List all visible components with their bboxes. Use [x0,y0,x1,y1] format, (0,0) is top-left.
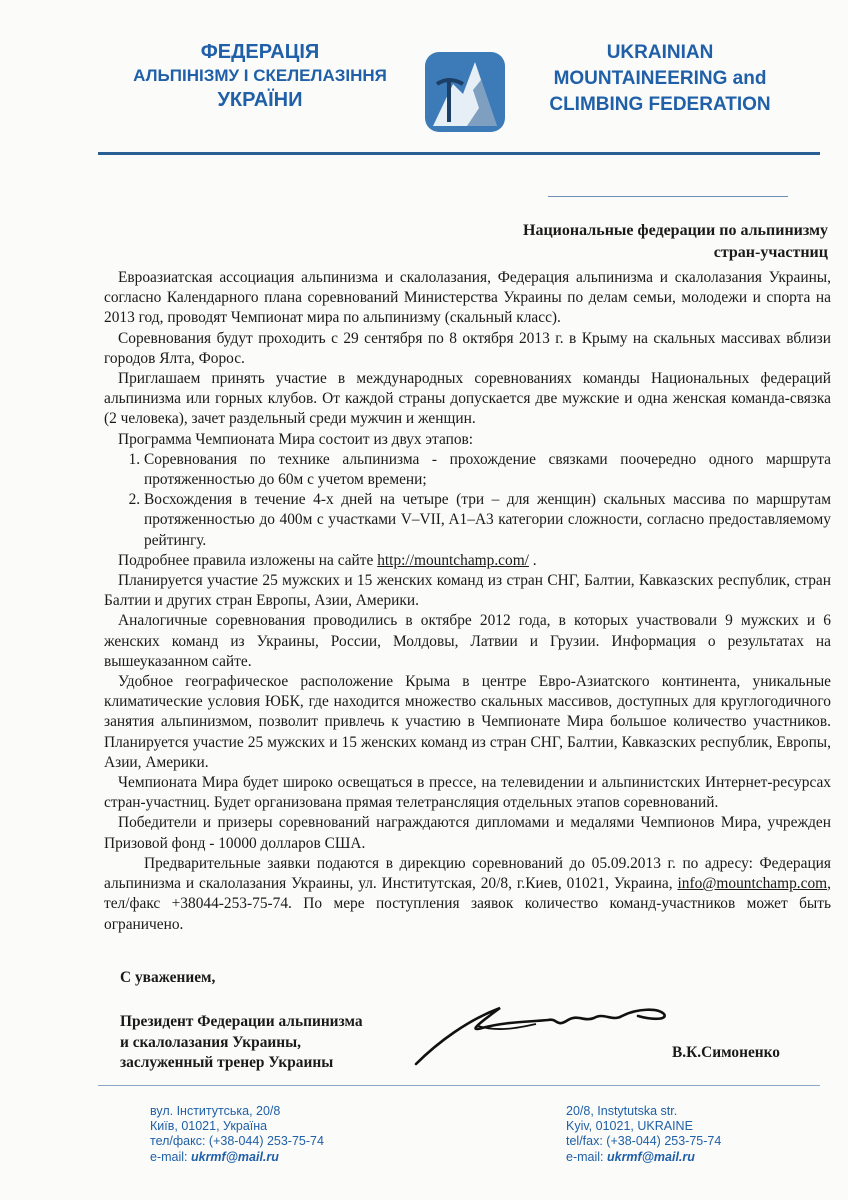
footer-email[interactable]: ukrmf@mail.ru [190,1149,279,1164]
letter-body [104,268,831,935]
header-divider [98,152,820,155]
paragraph: Чемпионата Мира будет широко освещаться в прессе, на телевидении и альпинистских Интернет-ресурсах стран-участниц. Будет организована прямая телетрансляция отдельных этапов соревнований. [104,774,831,812]
header-en-line: CLIMBING FEDERATION [549,94,771,115]
title-line: Президент Федерации альпинизма [120,1013,363,1030]
addressee [440,220,828,264]
paragraph: Приглашаем принять участие в международных соревнованиях команды Национальных федераций альпинизма или горных клубов. От каждой страны допускается две мужские и одна женская команда-связка (2 человека), зачет раздельный среди мужчин и женщин. [104,370,831,428]
list-item: 1. Соревнования по технике альпинизма - прохождение связками поочередно одного маршрута протяженностью до 60м с учетом времени; [144,450,831,490]
addressee-line: стран-участниц [713,244,828,261]
regards: С уважением, [120,969,216,986]
footer-email[interactable]: ukrmf@mail.ru [606,1149,695,1164]
reference-line [548,196,788,197]
header-en-line: UKRAINIAN [606,42,714,63]
footer-line: tel/fax: (+38-044) 253-75-74 [566,1134,722,1149]
text: Предварительные заявки подаются в дирекцию соревнований до 05.09.2013 г. по адресу: Федерация альпинизма и скалолазания Украины, ул. Институтская, 20/8, г.Киев, 01021, Украина, [104,854,831,893]
footer-email-line [566,1150,721,1165]
header-ua-line: УКРАЇНИ [217,89,303,111]
paragraph: Аналогичные соревнования проводились в октябре 2012 года, в которых участвовали 9 мужских и 6 женских команд из Украины, России, Молдовы, Латвии и Грузии. Информация о результатах на вышеуказанном сайте. [104,612,831,670]
footer-line: Київ, 01021, Україна [150,1119,268,1134]
signatory-name: В.К.Симоненко [672,1044,781,1061]
paragraph: Евроазиатская ассоциация альпинизма и скалолазания, Федерация альпинизма и скалолазания Украины, согласно Календарного плана соревнований Министерства Украины по делам семьи, молодежи и спорта на 2013 год, проводят Чемпионат мира по альпинизму (скальный класс). [104,269,831,327]
header-ua-line: ФЕДЕРАЦІЯ [200,41,320,63]
text: , тел/факс +38044-253-75-74. По мере поступления заявок количество команд-участников может быть ограничено. [104,875,831,933]
paragraph: Соревнования будут проходить с 29 сентября по 8 октября 2013 г. в Крыму на скальных массивах вблизи городов Ялта, Форос. [104,329,831,367]
footer-divider [98,1085,820,1086]
title-line: и скалолазания Украины, [120,1033,302,1051]
stages-list [104,450,831,551]
footer-email-line [150,1150,324,1165]
text: Подробнее правила изложены на сайте [118,551,378,569]
paragraph: Победители и призеры соревнований награждаются дипломами и медалями Чемпионов Мира, учрежден Призовой фонд - 10000 долларов США. [104,814,831,852]
footer-line: вул. Інститутська, 20/8 [150,1104,281,1118]
header-ua-line: АЛЬПІНІЗМУ І СКЕЛЕЛАЗІННЯ [133,66,387,85]
footer-line: тел/факс: (+38-044) 253-75-74 [150,1134,324,1149]
rules-website-link[interactable]: http://mountchamp.com/ [377,551,529,569]
footer-address-english [566,1104,721,1165]
footer-address-ukrainian [150,1104,324,1165]
paragraph: Удобное географическое расположение Крыма в центре Евро-Азиатского континента, уникальные климатические условия ЮБК, где находится множество скальных массивов, доступных для круглогодичного занятия альпинизмом, позволит привлечь к участию в Чемпионате Мира большое количество участников. Планируется участие 25 мужских и 15 женских команд из стран СНГ, Балтии, Кавказских республик, Европы, Азии, Америки. [104,673,831,771]
email-label: e-mail: [150,1149,191,1164]
list-item: 2. Восхождения в течение 4-х дней на четыре (три – для женщин) скальных массива по маршрутам протяженностью до 400м с участками V–VII, A1–A3 категории сложности, согласно предоставляемому рейтингу. [144,490,831,551]
title-line: заслуженный тренер Украины [120,1054,334,1071]
paragraph: Планируется участие 25 мужских и 15 женских команд из стран СНГ, Балтии, Кавказских республик, стран Балтии и других стран Европы, Азии, Америки. [104,572,831,610]
header-en-line: MOUNTAINEERING and [553,68,767,89]
footer-line: Kyiv, 01021, UKRAINE [566,1119,693,1134]
email-label: e-mail: [566,1149,607,1164]
paragraph: Программа Чемпионата Мира состоит из двух этапов: [118,430,474,448]
footer-line: 20/8, Instytutska str. [566,1104,678,1118]
signatory-title [120,1012,363,1074]
paragraph [104,854,831,935]
header-english [520,40,800,118]
addressee-line: Национальные федерации по альпинизму [523,222,828,239]
email-link[interactable]: info@mountchamp.com [677,875,828,893]
text: . [528,551,537,569]
header-ukrainian [100,40,420,112]
mountain-ice-axe-logo [423,50,507,134]
paragraph [104,551,831,571]
handwritten-signature [408,998,676,1070]
